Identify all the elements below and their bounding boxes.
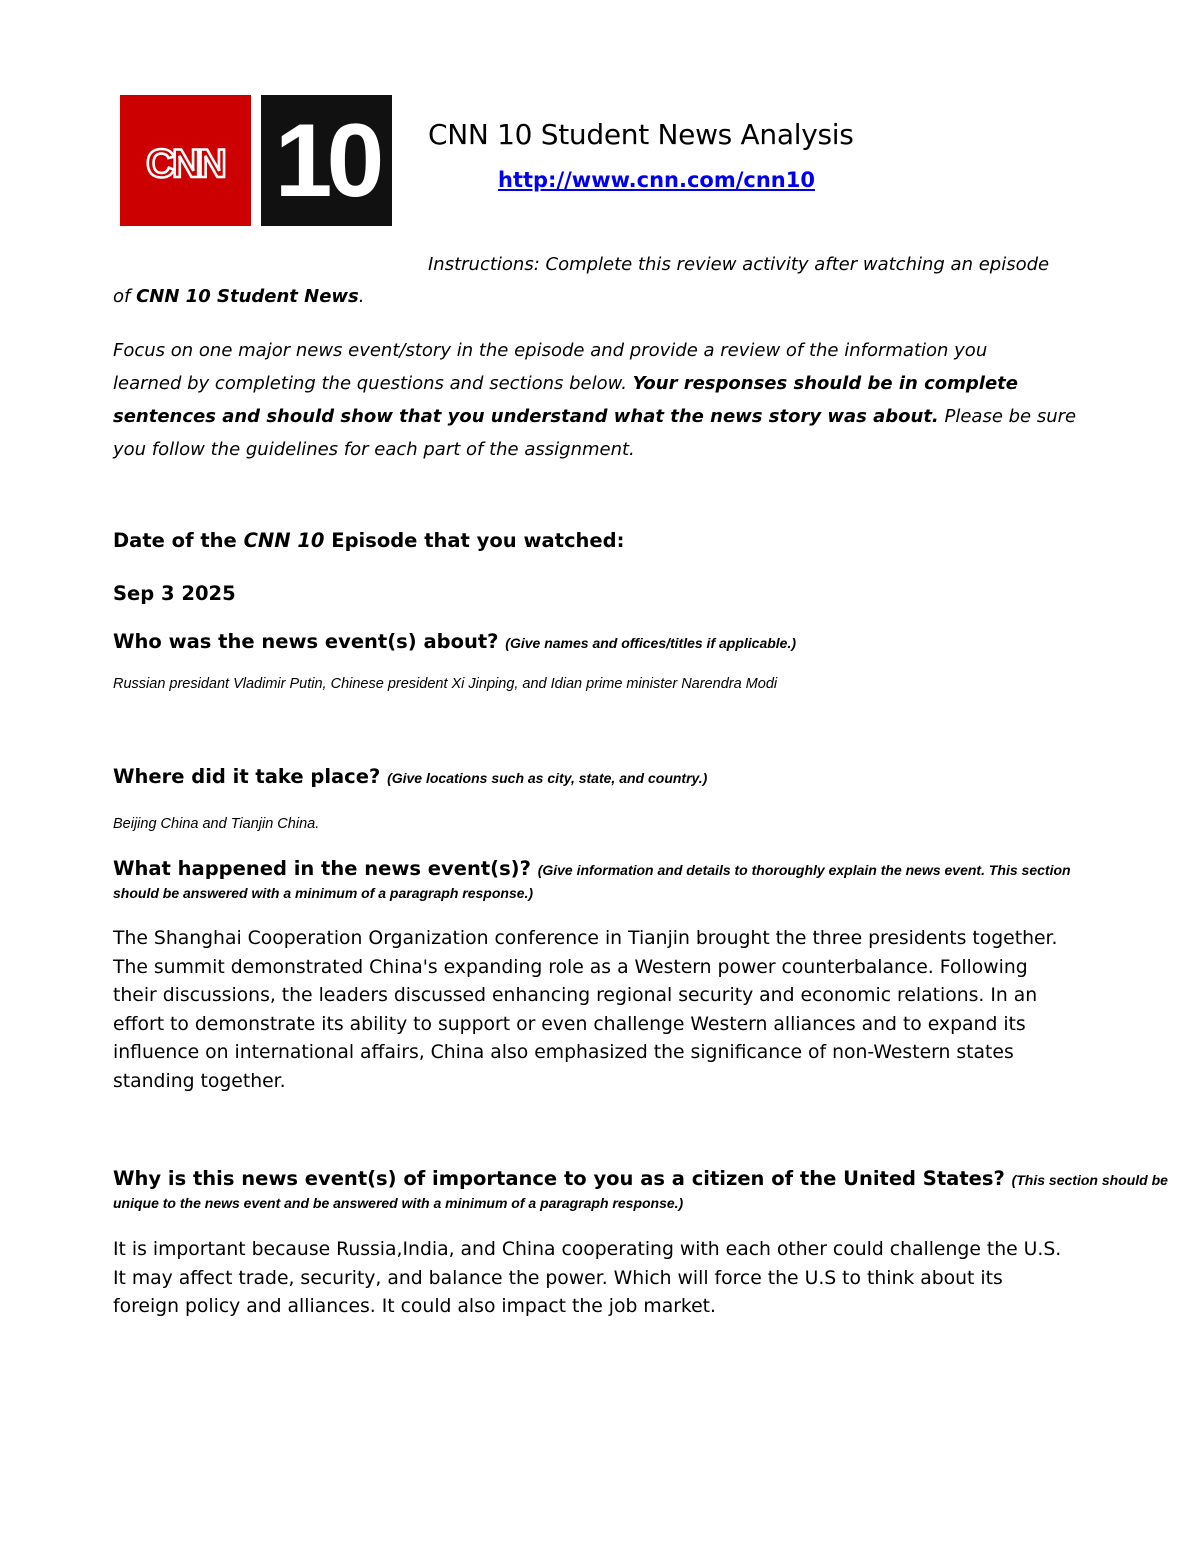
- cnn-logo-mark: [120, 95, 251, 226]
- cnn-logo: [120, 95, 251, 226]
- cnn10-logo-number: 10: [261, 95, 392, 226]
- why-answer-line: foreign policy and alliances. It could also impact the job market.: [113, 1296, 717, 1318]
- why-question: Why is this news event(s) of importance to you as a citizen of the United States? (This section should be: [113, 1167, 1168, 1190]
- what-answer-line: influence on international affairs, China also emphasized the significance of non-Western states: [113, 1042, 1014, 1064]
- svg-text:CNN: CNN: [146, 142, 224, 186]
- who-question: Who was the news event(s) about? (Give names and offices/titles if applicable.): [113, 630, 797, 653]
- page-title: CNN 10 Student News Analysis: [428, 118, 854, 151]
- why-answer-line: It is important because Russia,India, and China cooperating with each other could challenge the U.S.: [113, 1239, 1062, 1260]
- where-question: Where did it take place? (Give locations such as city, state, and country.): [113, 765, 708, 788]
- what-answer-line: effort to demonstrate its ability to support or even challenge Western alliances and to expand its: [113, 1013, 1026, 1035]
- what-answer: [113, 925, 1093, 1097]
- focus-line4: you follow the guidelines for each part of the assignment.: [113, 439, 635, 460]
- why-answer-line: It may affect trade, security, and balance the power. Which will force the U.S to think about its: [113, 1267, 1003, 1289]
- instructions-line2: of CNN 10 Student News.: [113, 286, 365, 307]
- cnn10-student-news-name: CNN 10 Student News: [136, 286, 359, 307]
- focus-line1: Focus on one major news event/story in the episode and provide a review of the information you: [113, 340, 988, 361]
- focus-line2: learned by completing the questions and sections below. Your responses should be in complete: [113, 373, 1018, 394]
- where-answer: Beijing China and Tianjin China.: [113, 816, 320, 832]
- why-answer: [113, 1236, 1093, 1322]
- what-answer-line: their discussions, the leaders discussed enhancing regional security and economic relations. In an: [113, 985, 1038, 1007]
- date-question: Date of the CNN 10 Episode that you watched:: [113, 529, 625, 552]
- what-answer-line: The summit demonstrated China's expanding role as a Western power counterbalance. Following: [113, 956, 1028, 978]
- why-hint-line2: unique to the news event and be answered with a minimum of a paragraph response.): [113, 1195, 684, 1211]
- focus-line3: sentences and should show that you understand what the news story was about. Please be sure: [113, 406, 1077, 427]
- who-answer: Russian presidant Vladimir Putin, Chinese president Xi Jinping, and Idian prime minister Narendra Modi: [113, 676, 778, 692]
- instructions-line1: Instructions: Complete this review activity after watching an episode: [428, 254, 1050, 275]
- what-question: What happened in the news event(s)? (Give information and details to thoroughly explain the news event. This section: [113, 857, 1071, 880]
- what-answer-line: The Shanghai Cooperation Organization conference in Tianjin brought the three presidents together.: [113, 928, 1058, 949]
- cnn10-link[interactable]: http://www.cnn.com/cnn10: [498, 168, 815, 192]
- date-answer: Sep 3 2025: [113, 582, 236, 605]
- what-answer-line: standing together.: [113, 1070, 286, 1092]
- what-hint-line2: should be answered with a minimum of a paragraph response.): [113, 885, 534, 901]
